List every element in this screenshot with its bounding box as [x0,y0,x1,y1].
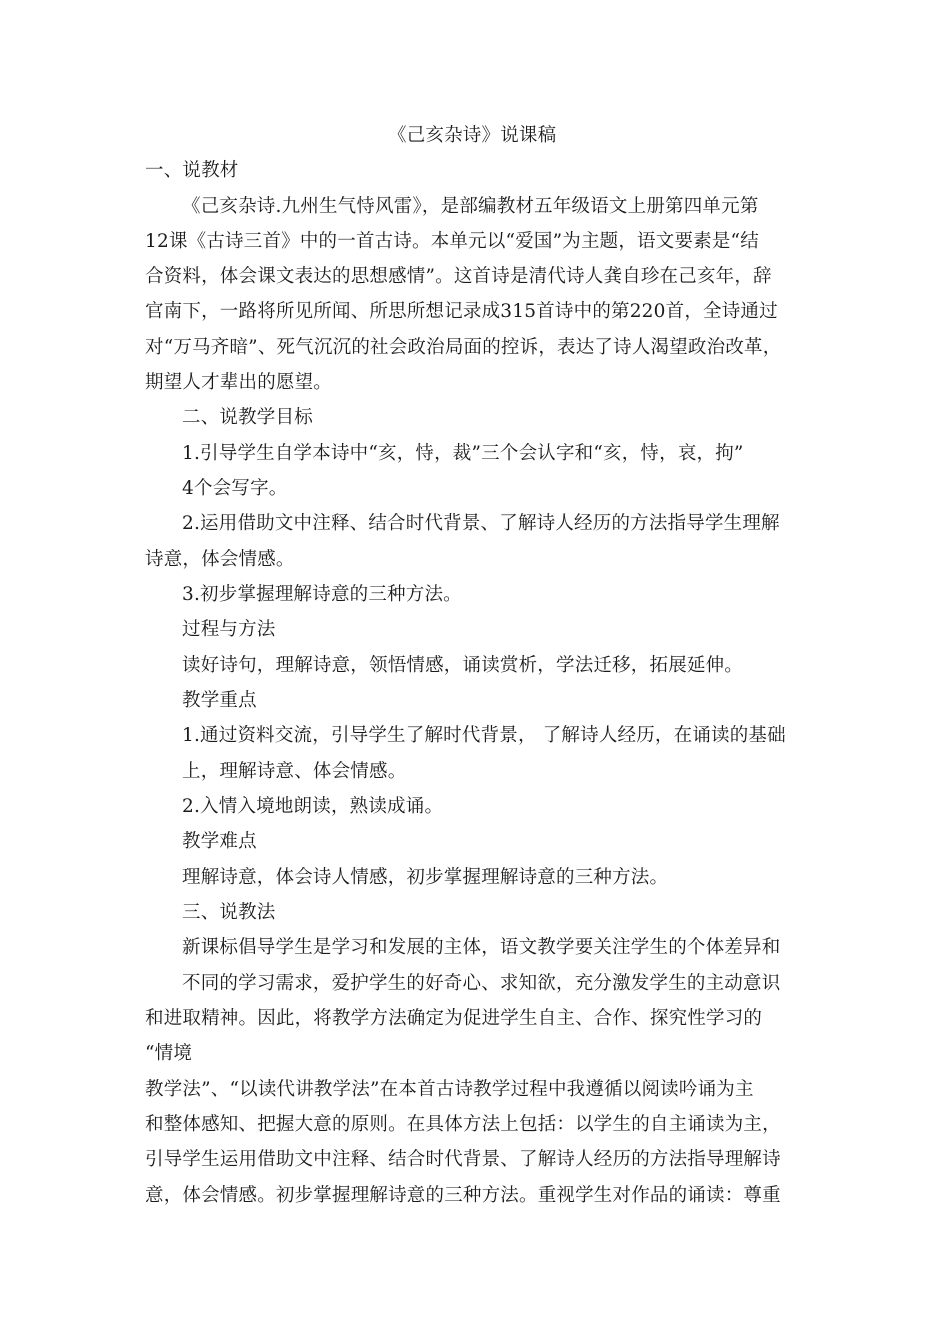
subheading: 过程与方法 [182,619,276,640]
paragraph-line: 和整体感知、把握大意的原则。在具体方法上包括：以学生的自主诵读为主， [145,1114,781,1135]
section-heading: 三、说教法 [182,902,276,923]
paragraph-line: 引导学生运用借助文中注释、结合时代背景、了解诗人经历的方法指导理解诗 [145,1149,781,1170]
paragraph-line: 2.入情入境地朗读，熟读成诵。 [182,796,444,817]
paragraph-line: 官南下，一路将所见所闻、所思所想记录成315首诗中的第220首，全诗通过 [145,301,778,322]
paragraph-line: 读好诗句，理解诗意，领悟情感，诵读赏析，学法迁移，拓展延伸。 [182,655,744,676]
paragraph-line: 新课标倡导学生是学习和发展的主体，语文教学要关注学生的个体差异和 [182,937,781,958]
paragraph-line: 期望人才辈出的愿望。 [145,372,333,393]
section-heading: 一、说教材 [145,160,239,181]
document-title: 《己亥杂诗》说课稿 [388,125,557,146]
paragraph-line: 不同的学习需求，爱护学生的好奇心、求知欲，充分激发学生的主动意识 [182,973,781,994]
subheading: 教学难点 [182,831,257,852]
paragraph-line: 诗意，体会情感。 [145,549,295,570]
subheading: 教学重点 [182,690,257,711]
paragraph-line: 4个会写字。 [182,478,288,499]
paragraph-line: 《己亥杂诗.九州生气恃风雷》，是部编教材五年级语文上册第四单元第 [182,196,759,217]
paragraph-line: 2.运用借助文中注释、结合时代背景、了解诗人经历的方法指导学生理解 [182,513,780,534]
paragraph-line: 12课《古诗三首》中的一首古诗。本单元以“爱国”为主题，语文要素是“结 [145,231,759,252]
paragraph-line: 3.初步掌握理解诗意的三种方法。 [182,584,462,605]
paragraph-line: 意，体会情感。初步掌握理解诗意的三种方法。重视学生对作品的诵读：尊重 [145,1185,781,1206]
section-heading: 二、说教学目标 [182,407,313,428]
paragraph-line: 理解诗意，体会诗人情感，初步掌握理解诗意的三种方法。 [182,867,669,888]
paragraph-line: 1.引导学生自学本诗中“亥，恃，裁”三个会认字和“亥，恃，哀，拘” [182,443,744,464]
paragraph-line: 1.通过资料交流，引导学生了解时代背景， 了解诗人经历，在诵读的基础 [182,725,786,746]
paragraph-line: 上，理解诗意、体会情感。 [182,761,407,782]
paragraph-line: 教学法”、“以读代讲教学法”在本首古诗教学过程中我遵循以阅读吟诵为主 [145,1079,754,1100]
paragraph-line: 合资料，体会课文表达的思想感情”。这首诗是清代诗人龚自珍在己亥年，辞 [145,266,772,287]
paragraph-line: “情境 [145,1043,193,1064]
paragraph-line: 和进取精神。因此，将教学方法确定为促进学生自主、合作、探究性学习的 [145,1008,763,1029]
paragraph-line: 对“万马齐暗”、死气沉沉的社会政治局面的控诉，表达了诗人渴望政治改革， [145,337,782,358]
